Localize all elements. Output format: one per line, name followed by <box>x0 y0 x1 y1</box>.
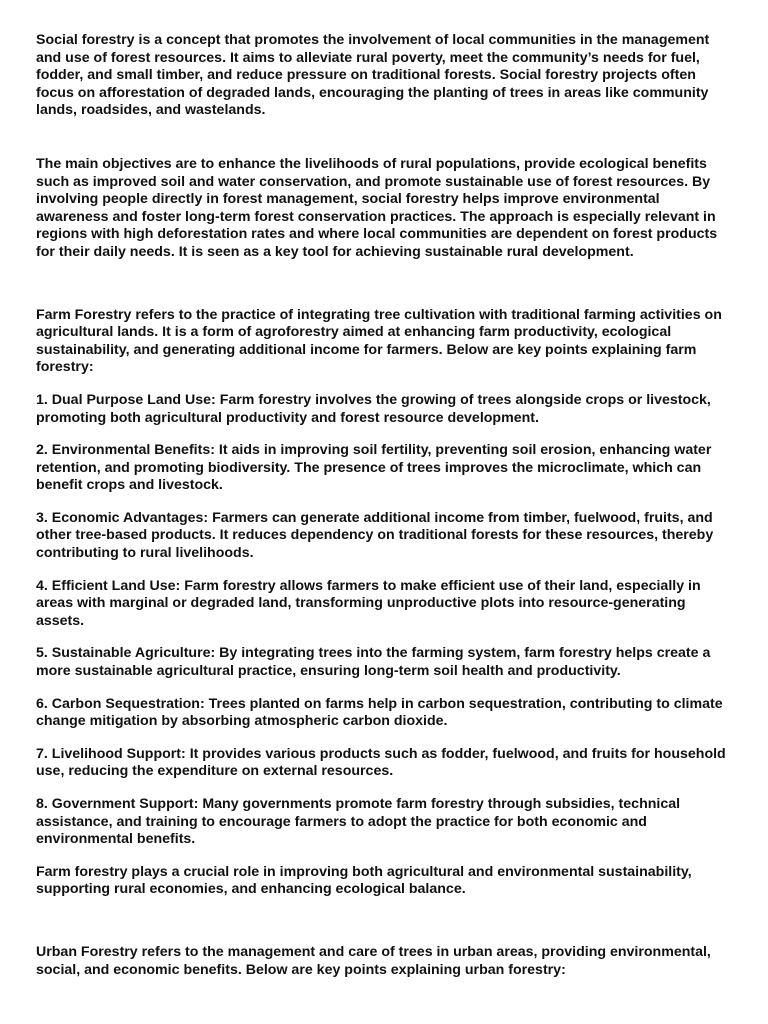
farm-forestry-conclusion: Farm forestry plays a crucial role in improving both agricultural and environmental sustainability, supporting rural economies, and enhancing ecological balance. <box>36 863 692 898</box>
social-forestry-objectives: The main objectives are to enhance the livelihoods of rural populations, provide ecological benefits such as improved soil and water conservation, and promote sustainable use of forest resources. By involving people directly in forest management, social forestry helps improve environmental awareness and foster long-term forest conservation practices. The approach is especially relevant in regions with high deforestation rates and where local communities are dependent on forest products for their daily needs. It is seen as a key tool for achieving sustainable rural development. <box>36 155 718 260</box>
document-page <box>36 32 732 979</box>
farm-forestry-point-5: 5. Sustainable Agriculture: By integrating trees into the farming system, farm forestry helps create a more sustainable agricultural practice, ensuring long-term soil health and productivity. <box>36 645 711 680</box>
farm-forestry-point-7: 7. Livelihood Support: It provides various products such as fodder, fuelwood, and fruits for household use, reducing the expenditure on external resources. <box>36 745 726 780</box>
urban-forestry-intro: Urban Forestry refers to the management and care of trees in urban areas, providing environmental, social, and economic benefits. Below are key points explaining urban forestry: <box>36 943 711 978</box>
farm-forestry-intro: Farm Forestry refers to the practice of integrating tree cultivation with traditional farming activities on agricultural lands. It is a form of agroforestry aimed at enhancing farm productivity, ecological sustainability, and generating additional income for farmers. Below are key points explaining farm forestry: <box>36 306 722 376</box>
social-forestry-intro: Social forestry is a concept that promotes the involvement of local communities in the management and use of forest resources. It aims to alleviate rural poverty, meet the community’s needs for fuel, fodder, and small timber, and reduce pressure on traditional forests. Social forestry projects often focus on afforestation of degraded lands, encouraging the planting of trees in areas like community lands, roadsides, and wastelands. <box>36 32 710 119</box>
farm-forestry-point-1: 1. Dual Purpose Land Use: Farm forestry involves the growing of trees alongside crops or livestock, promoting both agricultural productivity and forest resource development. <box>36 391 711 426</box>
farm-forestry-point-8: 8. Government Support: Many governments promote farm forestry through subsidies, technical assistance, and training to encourage farmers to adopt the practice for both economic and environmental benefits. <box>36 796 681 848</box>
farm-forestry-point-6: 6. Carbon Sequestration: Trees planted on farms help in carbon sequestration, contributing to climate change mitigation by absorbing atmospheric carbon dioxide. <box>36 695 723 730</box>
farm-forestry-point-2: 2. Environmental Benefits: It aids in improving soil fertility, preventing soil erosion, enhancing water retention, and promoting biodiversity. The presence of trees improves the microclimate, which can benefit crops and livestock. <box>36 442 712 494</box>
farm-forestry-point-4: 4. Efficient Land Use: Farm forestry allows farmers to make efficient use of their land, especially in areas with marginal or degraded land, transforming unproductive plots into resource-generating assets. <box>36 577 701 629</box>
farm-forestry-point-3: 3. Economic Advantages: Farmers can generate additional income from timber, fuelwood, fruits, and other tree-based products. It reduces dependency on traditional forests for these resources, thereby contributing to rural livelihoods. <box>36 509 714 562</box>
